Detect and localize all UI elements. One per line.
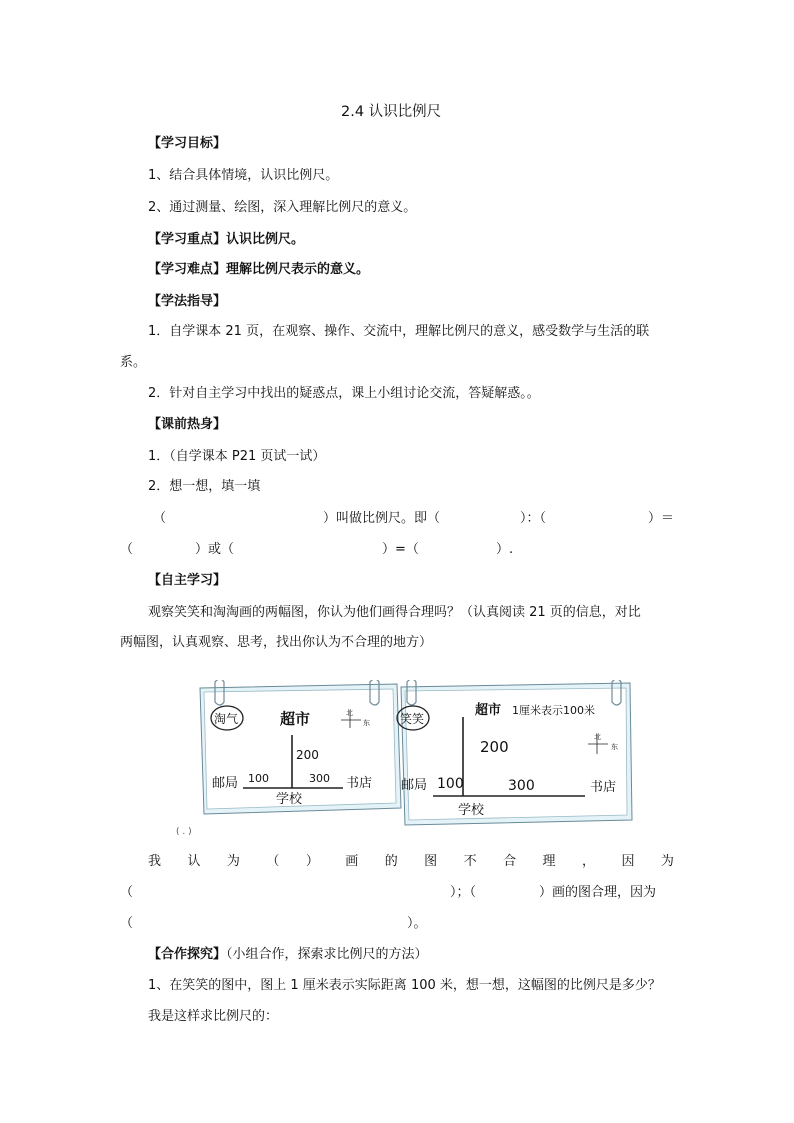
answer-char: 为	[660, 854, 674, 869]
answer-char: 因	[621, 854, 635, 869]
goal-item-1: 1、结合具体情境，认识比例尺。	[148, 168, 339, 183]
cooperate-header-note: （小组合作，探索求比例尺的方法）	[226, 947, 428, 962]
fill-text-2: ）：（	[520, 511, 547, 526]
goals-header: 【学习目标】	[148, 136, 227, 151]
left-card-name: 淘气	[214, 712, 239, 726]
answer-char: 图	[424, 854, 438, 869]
right-bookstore-label: 书店	[590, 780, 617, 795]
answer-line-2-open: （	[120, 885, 134, 900]
right-dist-up: 200	[480, 738, 509, 756]
left-dist-right: 300	[309, 772, 330, 785]
answer-line-1	[148, 853, 674, 871]
left-north-label: 北	[346, 709, 353, 717]
left-school-label: 学校	[276, 792, 303, 807]
method-item-2: 2．针对自主学习中找出的疑惑点，课上小组讨论交流，答疑解惑。。	[148, 386, 540, 401]
left-dist-left: 100	[248, 772, 269, 785]
right-school-label: 学校	[458, 803, 485, 818]
right-north-label: 北	[594, 733, 601, 741]
difficulty-section	[148, 261, 369, 279]
method-item-1-line-2: 系。	[120, 355, 147, 370]
answer-char: 合	[503, 854, 517, 869]
difficulty-header: 【学习难点】	[148, 262, 227, 277]
page-title: 2.4 认识比例尺	[341, 104, 442, 120]
answer-char: 的	[384, 854, 398, 869]
right-supermarket-label: 超市	[475, 703, 502, 718]
warmup-item-2: 2．想一想，填一填	[148, 479, 261, 494]
goal-item-2: 2、通过测量、绘图，深入理解比例尺的意义。	[148, 200, 417, 215]
right-scale-note: 1厘米表示100米	[512, 704, 595, 717]
key-point-section	[148, 231, 304, 249]
method-item-1-line-1: 1．自学课本 21 页，在观察、操作、交流中，理解比例尺的意义，感受数学与生活的联	[148, 324, 650, 339]
method-header: 【学法指导】	[148, 294, 227, 309]
answer-line-2-end: ）画的图合理，因为	[539, 885, 657, 900]
answer-line-3-close: ）。	[407, 916, 427, 931]
fill-paren-open-1: （	[153, 511, 167, 526]
right-east-label: 东	[611, 743, 618, 751]
difficulty-text: 理解比例尺表示的意义。	[226, 262, 370, 277]
right-dist-left: 100	[437, 776, 464, 792]
right-post-office-label: 邮局	[401, 778, 428, 793]
self-study-para-line-2: 两幅图，认真观察、思考，找出你认为不合理的地方）	[120, 635, 433, 650]
figure-stray-mark: ( . )	[176, 827, 192, 837]
answer-char: 为	[226, 854, 240, 869]
left-dist-up: 200	[296, 748, 319, 762]
right-card-name: 笑笑	[400, 712, 425, 726]
cooperate-item-1-sub: 我是这样求比例尺的：	[148, 1009, 279, 1024]
answer-char: 不	[463, 854, 477, 869]
warmup-item-1: 1．（自学课本 P21 页试一试）	[148, 449, 326, 464]
answer-char: 理	[542, 854, 556, 869]
fill-text-4: ）或（	[195, 542, 235, 557]
fill-text-5: ）=（	[382, 542, 419, 557]
fill-paren-open-2: （	[120, 542, 134, 557]
left-supermarket-label: 超市	[280, 710, 311, 728]
cooperate-header: 【合作探究】	[148, 947, 227, 962]
fill-text-3: ）＝	[648, 511, 675, 526]
fill-text-1: ）叫做比例尺。即（	[323, 511, 441, 526]
answer-paren-open: （	[266, 854, 280, 869]
cooperate-item-1: 1、在笑笑的图中，图上 1 厘米表示实际距离 100 米，想一想，这幅图的比例尺是多少？	[148, 978, 661, 993]
self-study-para-line-1: 观察笑笑和淘淘画的两幅图，你认为他们画得合理吗？（认真阅读 21 页的信息，对比	[148, 605, 641, 620]
warmup-header: 【课前热身】	[148, 417, 227, 432]
answer-char: ，	[581, 854, 595, 869]
left-bookstore-label: 书店	[346, 776, 373, 791]
fill-text-6: ）.	[496, 542, 514, 557]
answer-char: 我	[148, 854, 162, 869]
answer-line-3-open: （	[120, 916, 134, 931]
answer-line-2-mid: ）；（	[450, 885, 477, 900]
left-east-label: 东	[363, 719, 370, 727]
answer-paren-close: ）	[305, 854, 319, 869]
cooperate-section	[148, 946, 428, 964]
key-point-text: 认识比例尺。	[226, 232, 305, 247]
answer-char: 画	[345, 854, 359, 869]
self-study-header: 【自主学习】	[148, 573, 227, 588]
answer-char: 认	[187, 854, 201, 869]
right-dist-right: 300	[508, 778, 535, 794]
key-point-header: 【学习重点】	[148, 232, 227, 247]
left-post-office-label: 邮局	[212, 776, 239, 791]
